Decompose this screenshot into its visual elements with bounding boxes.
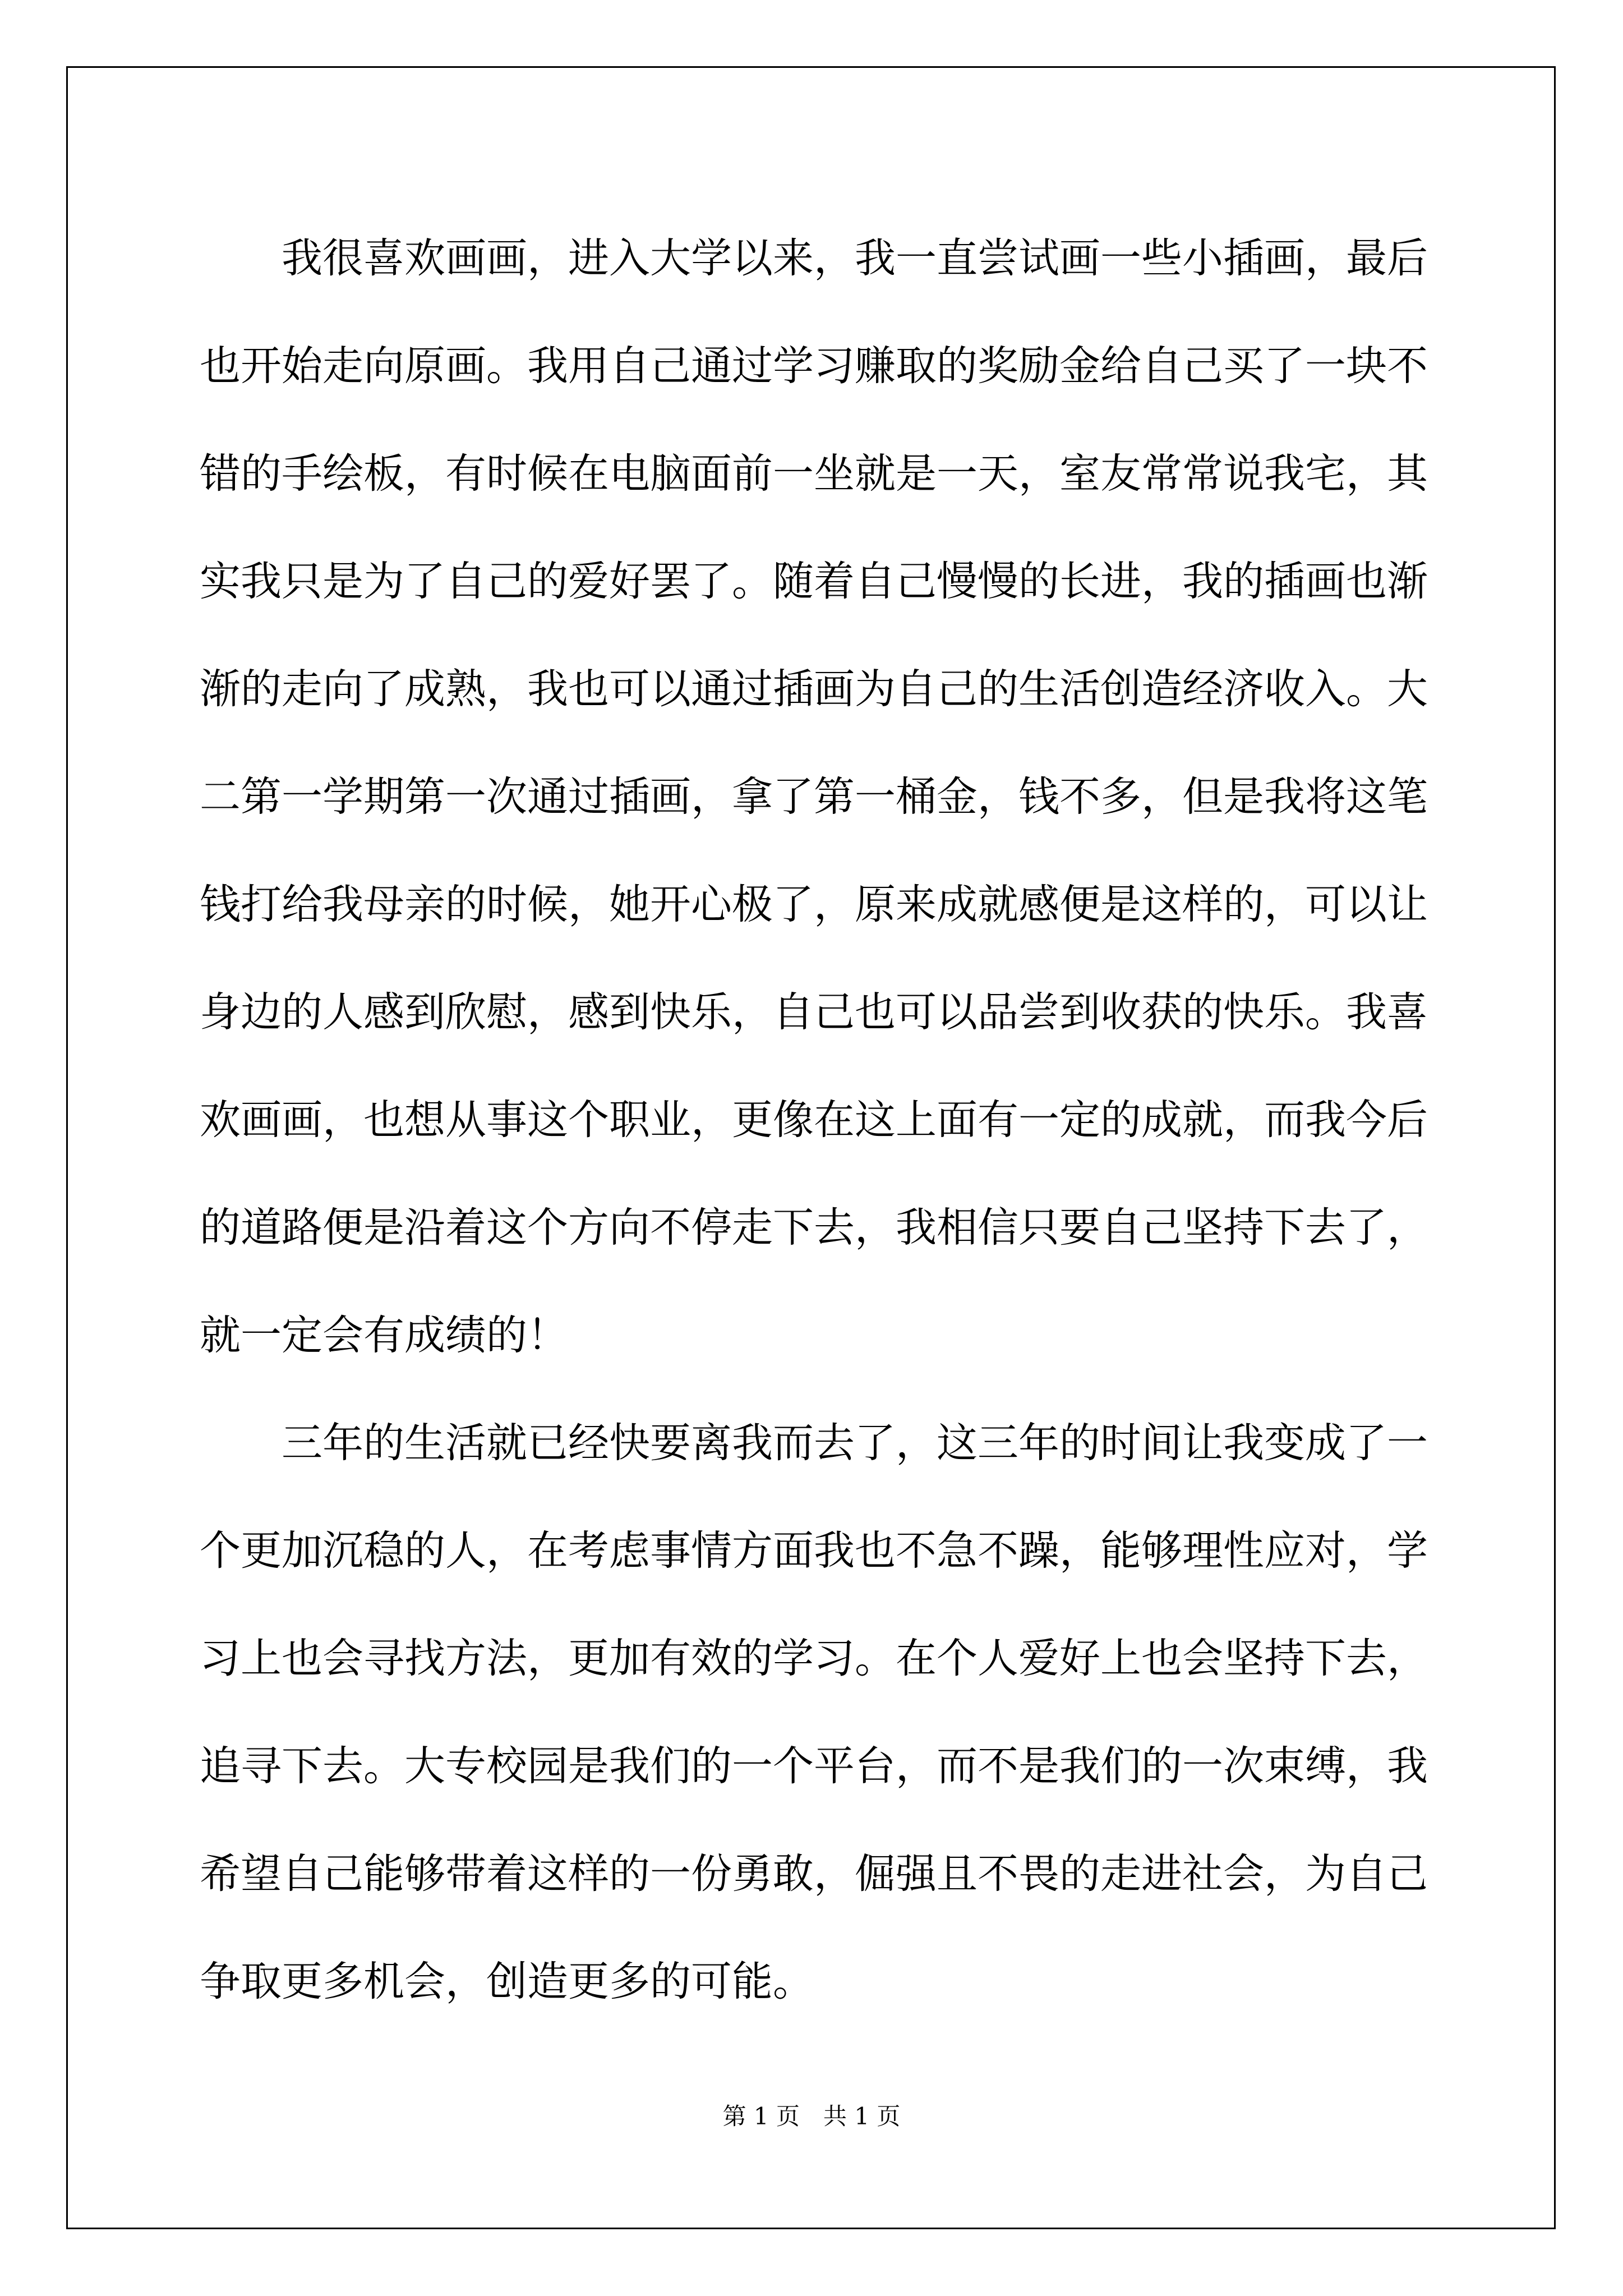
document-body xyxy=(200,205,1428,2036)
paragraph-reflection: 三年的生活就已经快要离我而去了，这三年的时间让我变成了一个更加沉稳的人，在考虑事情方面我也不急不躁，能够理性应对，学习上也会寻找方法，更加有效的学习。在个人爱好上也会坚持下去，追寻下去。大专校园是我们的一个平台，而不是我们的一次束缚，我希望自己能够带着这样的一份勇敢，倔强且不畏的走进社会，为自己争取更多机会，创造更多的可能。 xyxy=(200,1419,1428,2005)
paragraph-hobby: 我很喜欢画画，进入大学以来，我一直尝试画一些小插画，最后也开始走向原画。我用自己通过学习赚取的奖励金给自己买了一块不错的手绘板，有时候在电脑面前一坐就是一天，室友常常说我宅，其实我只是为了自己的爱好罢了。随着自己慢慢的长进，我的插画也渐渐的走向了成熟，我也可以通过插画为自己的生活创造经济收入。大二第一学期第一次通过插画，拿了第一桶金，钱不多，但是我将这笔钱打给我母亲的时候，她开心极了，原来成就感便是这样的，可以让身边的人感到欣慰，感到快乐，自己也可以品尝到收获的快乐。我喜欢画画，也想从事这个职业，更像在这上面有一定的成就，而我今后的道路便是沿着这个方向不停走下去，我相信只要自己坚持下去了，就一定会有成绩的！ xyxy=(200,234,1428,1359)
page-number-footer: 第 1 页 共 1 页 xyxy=(722,2102,901,2130)
